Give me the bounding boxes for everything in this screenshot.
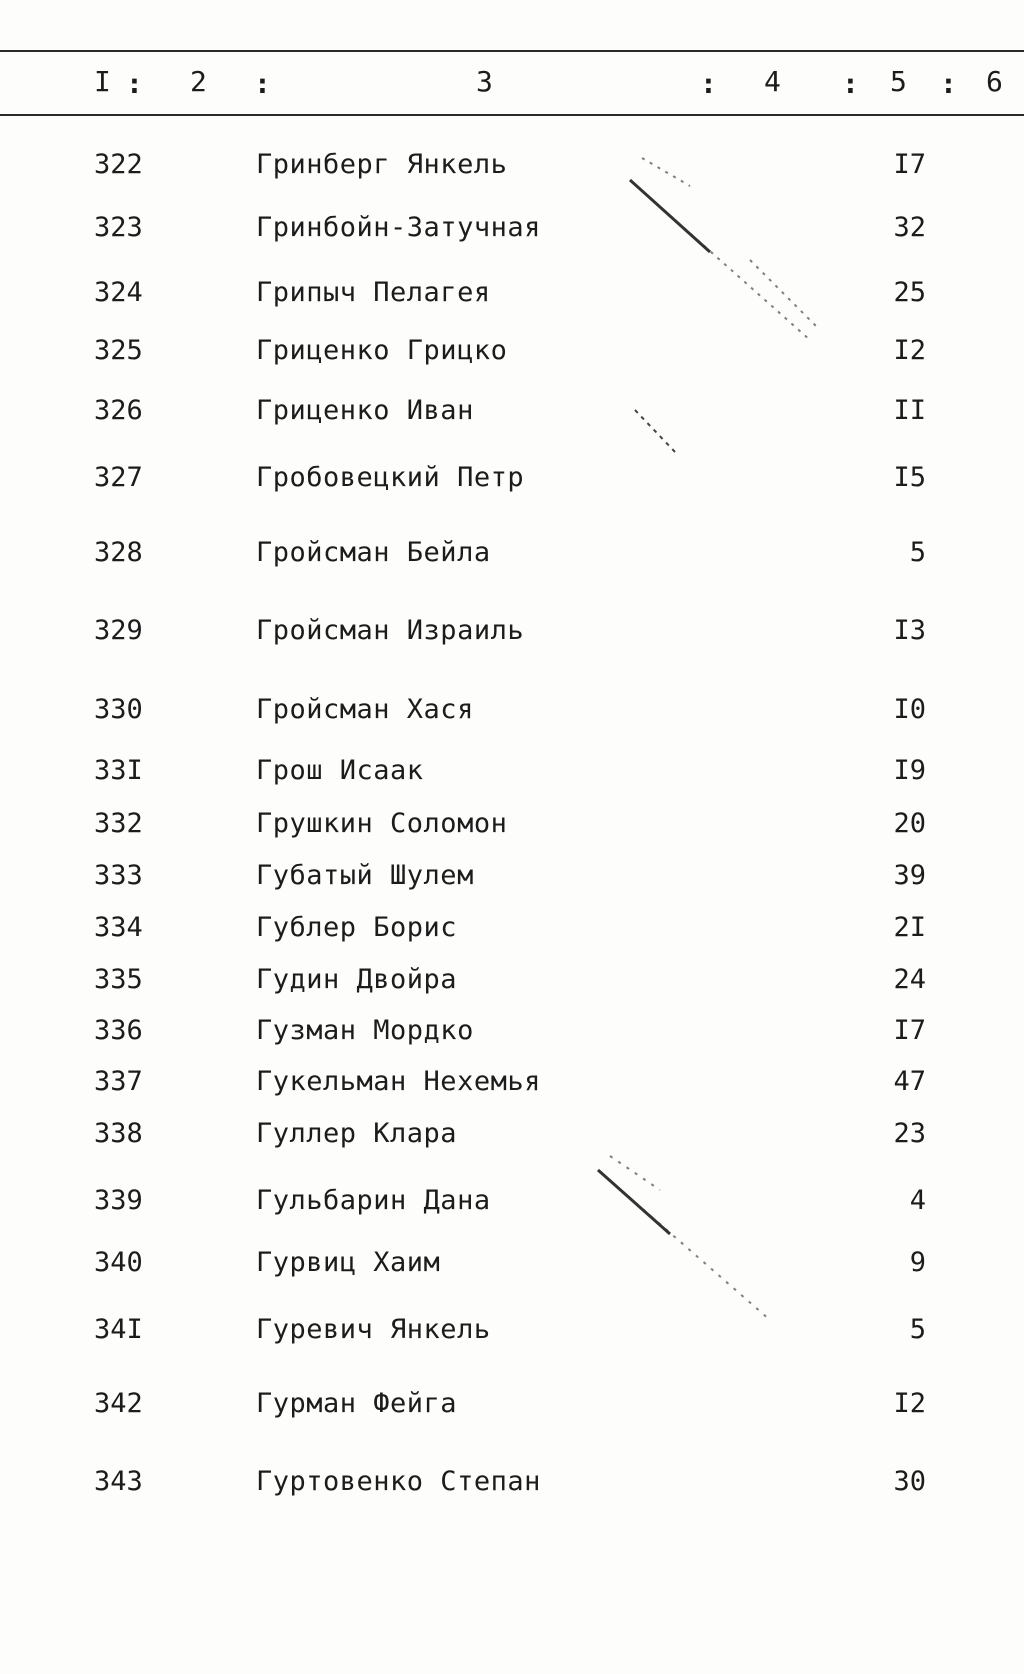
table-row — [0, 1014, 1024, 1054]
row-name: Гройсман Бейла — [256, 537, 491, 568]
stamp-mark — [590, 1150, 790, 1330]
header-col-5: 5 — [890, 65, 908, 98]
table-row — [0, 693, 1024, 733]
row-name: Гурман Фейга — [256, 1388, 458, 1419]
row-number: 336 — [94, 1015, 143, 1046]
row-number: 343 — [94, 1466, 143, 1497]
header-col-3: 3 — [476, 65, 494, 98]
row-number: 328 — [94, 537, 143, 568]
row-number: 342 — [94, 1388, 143, 1419]
table-row — [0, 148, 1024, 188]
row-number: 322 — [94, 149, 143, 180]
table-row — [0, 1387, 1024, 1427]
row-name: Гублер Борис — [256, 912, 458, 943]
row-value: I3 — [893, 615, 926, 646]
row-value: 30 — [893, 1466, 926, 1497]
row-value: I7 — [893, 149, 926, 180]
table-row — [0, 859, 1024, 899]
header-col-6: 6 — [986, 65, 1004, 98]
row-name: Гудин Двойра — [256, 964, 458, 995]
row-name: Гуртовенко Степан — [256, 1466, 541, 1497]
table-row — [0, 963, 1024, 1003]
row-number: 323 — [94, 212, 143, 243]
row-number: 34I — [94, 1314, 143, 1345]
row-value: I2 — [893, 335, 926, 366]
row-name: Грош Исаак — [256, 755, 424, 786]
row-name: Гройсман Хася — [256, 694, 474, 725]
table-row — [0, 1246, 1024, 1286]
row-value: 23 — [893, 1118, 926, 1149]
header-separator: : — [126, 67, 143, 100]
row-number: 326 — [94, 395, 143, 426]
row-number: 324 — [94, 277, 143, 308]
row-name: Гробовецкий Петр — [256, 462, 525, 493]
header-separator: : — [700, 67, 717, 100]
header-separator: : — [842, 67, 859, 100]
row-number: 33I — [94, 755, 143, 786]
header-separator: : — [940, 67, 957, 100]
row-number: 338 — [94, 1118, 143, 1149]
table-row — [0, 911, 1024, 951]
row-value: 47 — [893, 1066, 926, 1097]
table-row — [0, 461, 1024, 501]
row-value: 9 — [909, 1247, 926, 1278]
row-value: 2I — [893, 912, 926, 943]
table-row — [0, 1065, 1024, 1105]
row-value: 39 — [893, 860, 926, 891]
row-name: Гринберг Янкель — [256, 149, 508, 180]
row-value: I7 — [893, 1015, 926, 1046]
row-number: 327 — [94, 462, 143, 493]
table-row — [0, 394, 1024, 434]
row-value: 20 — [893, 808, 926, 839]
table-row — [0, 536, 1024, 576]
row-name: Гриценко Грицко — [256, 335, 508, 366]
row-name: Гройсман Израиль — [256, 615, 525, 646]
table-row — [0, 276, 1024, 316]
row-number: 337 — [94, 1066, 143, 1097]
row-name: Грушкин Соломон — [256, 808, 508, 839]
table-row — [0, 1313, 1024, 1353]
header-col-2: 2 — [190, 65, 208, 98]
row-value: I2 — [893, 1388, 926, 1419]
row-name: Гуллер Клара — [256, 1118, 458, 1149]
row-number: 329 — [94, 615, 143, 646]
row-number: 339 — [94, 1185, 143, 1216]
row-value: II — [893, 395, 926, 426]
header-col-1: I — [94, 65, 112, 98]
row-name: Грипыч Пелагея — [256, 277, 491, 308]
row-value: 25 — [893, 277, 926, 308]
row-number: 334 — [94, 912, 143, 943]
row-value: 24 — [893, 964, 926, 995]
row-value: 5 — [909, 537, 926, 568]
row-name: Гузман Мордко — [256, 1015, 474, 1046]
row-number: 330 — [94, 694, 143, 725]
row-name: Гриценко Иван — [256, 395, 474, 426]
header-col-4: 4 — [764, 65, 782, 98]
row-value: 4 — [909, 1185, 926, 1216]
table-row — [0, 211, 1024, 251]
row-value: I5 — [893, 462, 926, 493]
row-number: 340 — [94, 1247, 143, 1278]
table-row — [0, 614, 1024, 654]
table-row — [0, 1184, 1024, 1224]
row-name: Гульбарин Дана — [256, 1185, 491, 1216]
header-bottom-rule — [0, 114, 1024, 116]
header-separator: : — [254, 67, 271, 100]
row-number: 332 — [94, 808, 143, 839]
table-row — [0, 334, 1024, 374]
row-value: I0 — [893, 694, 926, 725]
row-number: 335 — [94, 964, 143, 995]
row-value: 32 — [893, 212, 926, 243]
row-value: I9 — [893, 755, 926, 786]
row-value: 5 — [909, 1314, 926, 1345]
table-row — [0, 754, 1024, 794]
row-name: Губатый Шулем — [256, 860, 474, 891]
row-name: Гурвиц Хаим — [256, 1247, 441, 1278]
row-name: Гукельман Нехемья — [256, 1066, 541, 1097]
table-row — [0, 1465, 1024, 1505]
header-top-rule — [0, 50, 1024, 52]
row-name: Гринбойн-Затучная — [256, 212, 541, 243]
row-number: 325 — [94, 335, 143, 366]
row-name: Гуревич Янкель — [256, 1314, 491, 1345]
table-row — [0, 807, 1024, 847]
row-number: 333 — [94, 860, 143, 891]
table-row — [0, 1117, 1024, 1157]
